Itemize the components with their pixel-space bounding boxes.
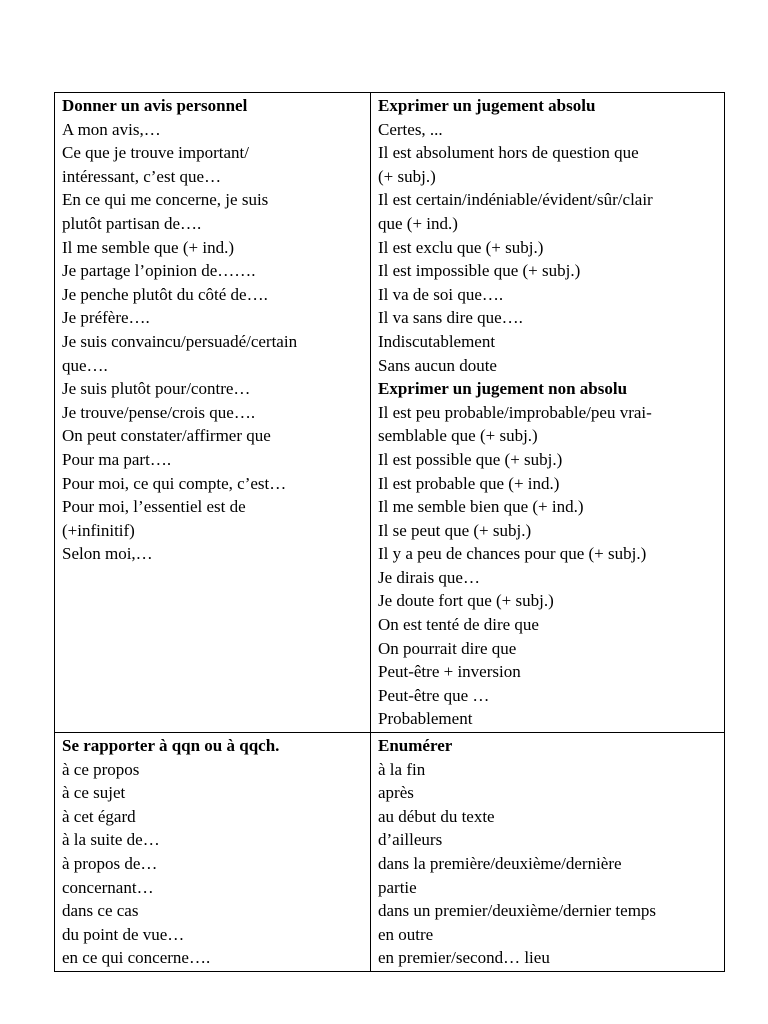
table-row xyxy=(55,733,725,972)
phrase-line: Je préfère…. xyxy=(62,308,150,328)
phrase-line: Ce que je trouve important/ xyxy=(62,143,249,163)
phrase-line: à propos de… xyxy=(62,854,158,873)
phrase-line: Il est exclu que (+ subj.) xyxy=(378,237,544,257)
phrase-line: Probablement xyxy=(378,709,473,729)
phrase-line: Je dirais que… xyxy=(378,567,480,587)
phrase-line: Il va de soi que…. xyxy=(378,284,504,304)
phrase-line: que (+ ind.) xyxy=(378,213,458,233)
cell-jugement xyxy=(371,93,725,733)
phrase-line: dans ce cas xyxy=(62,901,139,921)
phrase-list xyxy=(378,401,718,731)
phrase-line: Il est impossible que (+ subj.) xyxy=(378,261,581,281)
phrase-table xyxy=(54,92,725,972)
phrase-line: semblable que (+ subj.) xyxy=(378,426,538,446)
phrase-line: d’ailleurs xyxy=(378,830,443,850)
phrase-list xyxy=(62,118,364,566)
phrase-line: Il y a peu de chances pour que (+ subj.) xyxy=(378,544,647,564)
phrase-line: (+infinitif) xyxy=(62,520,135,540)
phrase-line: On est tenté de dire que xyxy=(378,615,539,635)
phrase-line: Il est possible que (+ subj.) xyxy=(378,449,563,469)
phrase-line: Pour moi, l’essentiel est de xyxy=(62,497,246,517)
phrase-line: Sans aucun doute xyxy=(378,355,497,375)
cell-enumerer xyxy=(371,733,725,972)
phrase-line: après xyxy=(378,783,414,803)
phrase-line: On peut constater/affirmer que xyxy=(62,426,271,446)
phrase-line: A mon avis,… xyxy=(62,119,161,139)
cell-subtitle: Exprimer un jugement non absolu xyxy=(378,379,628,399)
phrase-line: du point de vue… xyxy=(62,924,185,944)
phrase-line: Il est peu probable/improbable/peu vrai- xyxy=(378,402,652,422)
phrase-line: concernant… xyxy=(62,877,154,897)
phrase-line: (+ subj.) xyxy=(378,166,436,186)
phrase-line: Il est absolument hors de question que xyxy=(378,143,639,163)
phrase-line: intéressant, c’est que… xyxy=(62,166,222,186)
cell-title: Exprimer un jugement absolu xyxy=(378,96,596,115)
table-row xyxy=(55,93,725,733)
phrase-line: Indiscutablement xyxy=(378,331,496,351)
phrase-line: dans la première/deuxième/dernière xyxy=(378,854,622,873)
phrase-line: Il me semble que (+ ind.) xyxy=(62,237,234,257)
phrase-line: Selon moi,… xyxy=(62,544,153,564)
cell-donner-un-avis xyxy=(55,93,371,733)
phrase-line: Pour moi, ce qui compte, c’est… xyxy=(62,473,287,493)
phrase-list xyxy=(378,758,718,970)
cell-title: Se rapporter à qqn ou à qqch. xyxy=(62,736,280,756)
cell-se-rapporter xyxy=(55,733,371,972)
phrase-line: Pour ma part…. xyxy=(62,449,172,469)
phrase-line: en premier/second… lieu xyxy=(378,948,550,968)
phrase-line: en ce qui concerne…. xyxy=(62,948,211,968)
phrase-line: Il se peut que (+ subj.) xyxy=(378,520,532,540)
phrase-line: plutôt partisan de…. xyxy=(62,213,202,233)
phrase-list xyxy=(62,758,364,970)
phrase-line: Je trouve/pense/crois que…. xyxy=(62,402,256,422)
phrase-line: Il est certain/indéniable/évident/sûr/clair xyxy=(378,190,653,210)
phrase-line: à ce sujet xyxy=(62,783,126,803)
phrase-line: Peut-être que … xyxy=(378,685,490,705)
phrase-line: Je penche plutôt du côté de…. xyxy=(62,284,268,304)
phrase-line: Certes, ... xyxy=(378,119,443,139)
phrase-list xyxy=(378,118,718,378)
phrase-line: à cet égard xyxy=(62,806,136,826)
phrase-line: dans un premier/deuxième/dernier temps xyxy=(378,901,657,921)
phrase-line: Je doute fort que (+ subj.) xyxy=(378,591,554,611)
phrase-line: à ce propos xyxy=(62,759,140,779)
phrase-line: au début du texte xyxy=(378,806,495,826)
phrase-line: partie xyxy=(378,877,417,897)
phrase-line: en outre xyxy=(378,924,434,944)
phrase-line: On pourrait dire que xyxy=(378,638,517,658)
cell-title: Donner un avis personnel xyxy=(62,96,248,115)
phrase-line: Peut-être + inversion xyxy=(378,662,521,682)
phrase-line: Je suis plutôt pour/contre… xyxy=(62,379,251,399)
phrase-line: à la suite de… xyxy=(62,830,160,850)
phrase-line: En ce qui me concerne, je suis xyxy=(62,190,269,210)
phrase-line: Je suis convaincu/persuadé/certain xyxy=(62,331,298,351)
phrase-line: à la fin xyxy=(378,759,426,779)
phrase-line: que…. xyxy=(62,355,108,375)
phrase-line: Je partage l’opinion de……. xyxy=(62,261,256,281)
phrase-line: Il me semble bien que (+ ind.) xyxy=(378,497,584,517)
phrase-line: Il est probable que (+ ind.) xyxy=(378,473,560,493)
cell-title: Enumérer xyxy=(378,736,453,756)
phrase-line: Il va sans dire que…. xyxy=(378,308,523,328)
